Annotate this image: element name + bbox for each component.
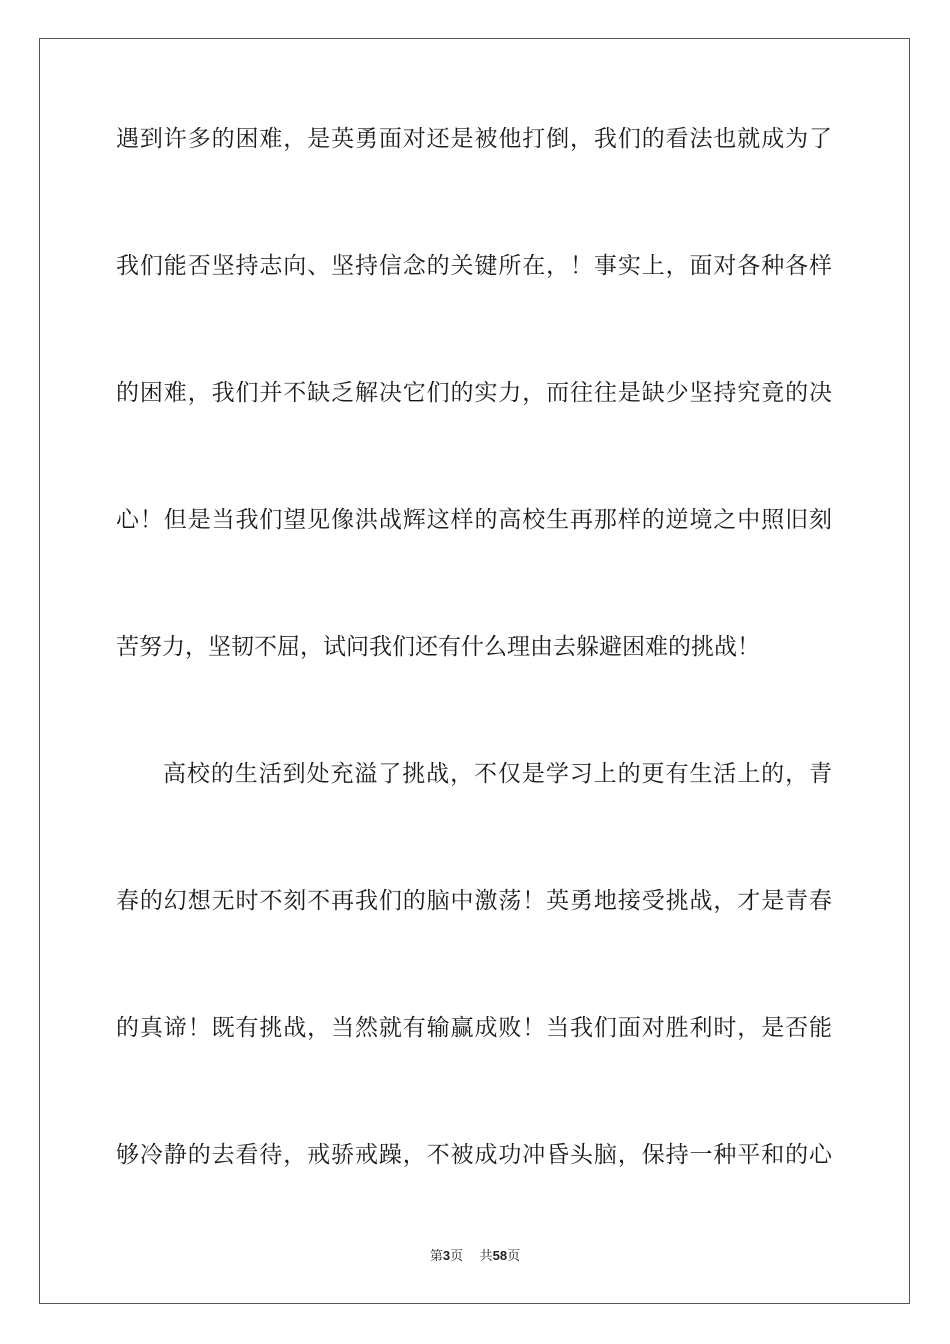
page-frame (39, 38, 910, 1304)
page-footer (0, 1247, 950, 1266)
text-line-6: 高校的生活到处充溢了挑战，不仅是学习上的更有生活上的，青 (163, 761, 832, 787)
text-line-3: 的困难，我们并不缺乏解决它们的实力，而往往是缺少坚持究竟的决 (116, 380, 832, 406)
text-line-9: 够冷静的去看待，戒骄戒躁，不被成功冲昏头脑，保持一种平和的心 (116, 1142, 832, 1168)
footer-total-prefix: 共 (479, 1249, 493, 1264)
text-line-8: 的真谛！既有挑战，当然就有输赢成败！当我们面对胜利时，是否能 (116, 1015, 832, 1041)
current-page-number: 3 (442, 1248, 451, 1263)
text-line-1: 遇到许多的困难，是英勇面对还是被他打倒，我们的看法也就成为了 (116, 126, 832, 152)
total-pages-number: 58 (492, 1248, 508, 1263)
text-line-2: 我们能否坚持志向、坚持信念的关键所在，！事实上，面对各种各样 (116, 253, 832, 279)
text-line-7: 春的幻想无时不刻不再我们的脑中激荡！英勇地接受挑战，才是青春 (116, 888, 832, 914)
text-line-5: 苦努力，坚韧不屈，试问我们还有什么理由去躲避困难的挑战！ (116, 634, 760, 660)
text-line-4: 心！但是当我们望见像洪战辉这样的高校生再那样的逆境之中照旧刻 (116, 507, 832, 533)
footer-page-suffix: 页 (450, 1249, 464, 1264)
footer-total-suffix: 页 (507, 1249, 521, 1264)
footer-prefix: 第 (429, 1249, 443, 1264)
